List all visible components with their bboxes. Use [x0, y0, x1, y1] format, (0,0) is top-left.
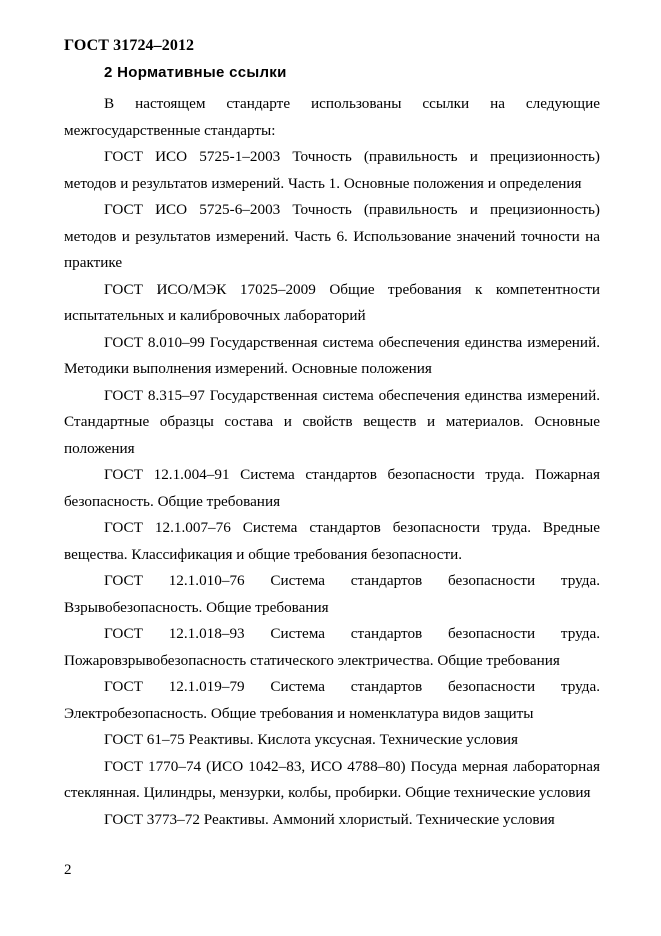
reference-item: ГОСТ 61–75 Реактивы. Кислота уксусная. Технические условия: [104, 731, 519, 748]
section-body: [64, 91, 600, 833]
reference-item: ГОСТ 12.1.010–76 Система стандартов безопасности труда. Взрывобезопасность. Общие требования: [64, 572, 600, 616]
reference-item: ГОСТ ИСО/МЭК 17025–2009 Общие требования к компетентности испытательных и калибровочных лабораторий: [64, 280, 600, 324]
section-title: 2 Нормативные ссылки: [104, 64, 287, 81]
reference-item: ГОСТ 12.1.018–93 Система стандартов безопасности труда. Пожаровзрывобезопасность статического электричества. Общие требования: [64, 625, 600, 669]
reference-item: ГОСТ 3773–72 Реактивы. Аммоний хлористый. Технические условия: [104, 810, 555, 828]
reference-item: ГОСТ 1770–74 (ИСО 1042–83, ИСО 4788–80) Посуда мерная лабораторная стеклянная. Цилиндры, мензурки, колбы, пробирки. Общие технические условия: [64, 757, 600, 801]
reference-item: ГОСТ ИСО 5725-6–2003 Точность (правильность и прецизионность) методов и результатов измерений. Часть 6. Использование значений точности на практике: [64, 201, 600, 271]
reference-item: ГОСТ 12.1.019–79 Система стандартов безопасности труда. Электробезопасность. Общие требования и номенклатура видов защиты: [64, 678, 600, 722]
reference-item: ГОСТ ИСО 5725-1–2003 Точность (правильность и прецизионность) методов и результатов измерений. Часть 1. Основные положения и определения: [64, 148, 600, 192]
page-number: 2: [64, 862, 72, 878]
reference-item: ГОСТ 12.1.007–76 Система стандартов безопасности труда. Вредные вещества. Классификация и общие требования безопасности.: [64, 519, 600, 563]
reference-item: ГОСТ 8.315–97 Государственная система обеспечения единства измерений. Стандартные образцы состава и свойств веществ и материалов. Основные положения: [64, 386, 600, 457]
reference-item: ГОСТ 12.1.004–91 Система стандартов безопасности труда. Пожарная безопасность. Общие требования: [64, 466, 600, 510]
intro-paragraph: В настоящем стандарте использованы ссылки на следующие межгосударственные стандарты:: [64, 95, 600, 139]
document-header: ГОСТ 31724–2012: [64, 37, 195, 54]
reference-item: ГОСТ 8.010–99 Государственная система обеспечения единства измерений. Методики выполнения измерений. Основные положения: [64, 333, 600, 377]
